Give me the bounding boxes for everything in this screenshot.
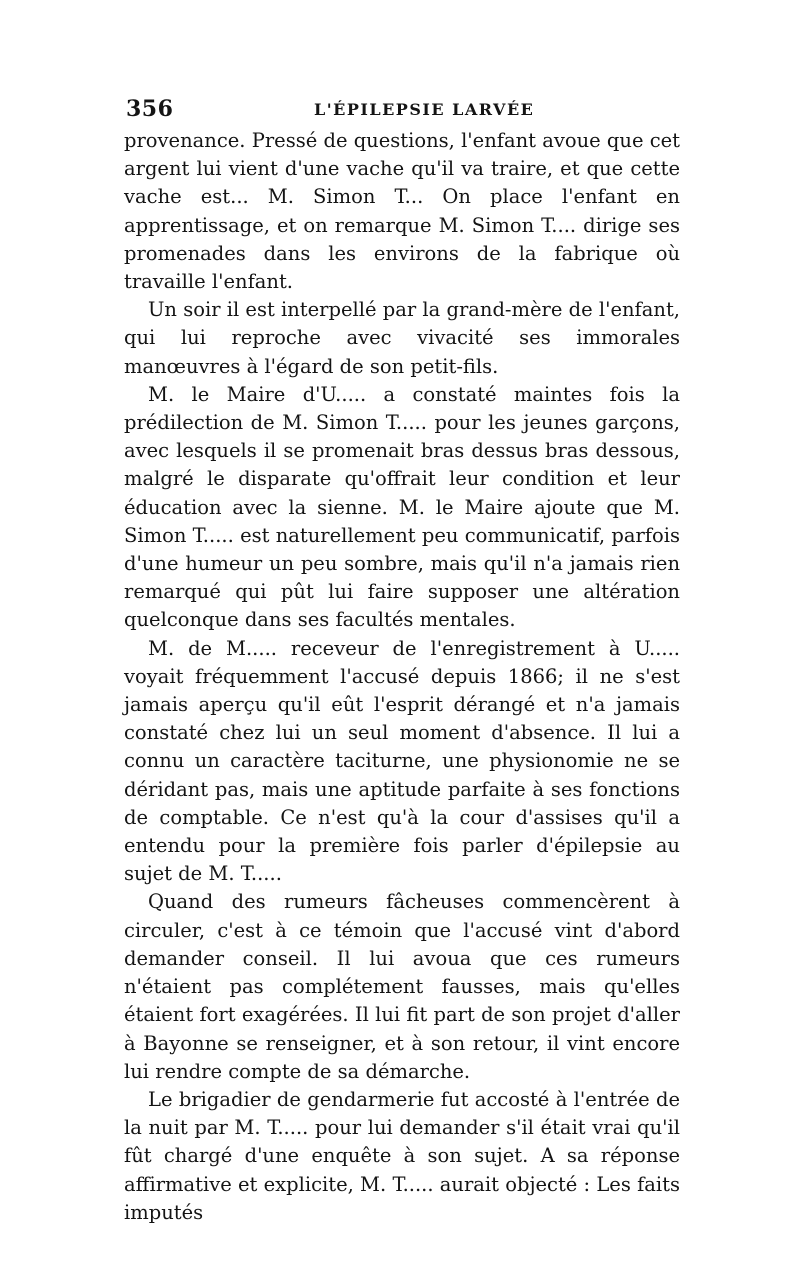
paragraph-continuation: provenance. Pressé de questions, l'enfant avoue que cet argent lui vient d'une vache qu'il va traire, et que cette vache est... M. Simon T... On place l'enfant en apprentissage, et on remarque M. Simon T.... dirige ses promenades dans les environs de la fabrique où travaille l'enfant.	[124, 129, 680, 294]
paragraph-receveur-testimony: M. de M..... receveur de l'enregistrement à U..... voyait fréquemment l'accusé depuis 1866; il ne s'est jamais aperçu qu'il eût l'esprit dérangé et n'a jamais constaté chez lui un seul moment d'absence. Il lui a connu un caractère taciturne, une physionomie ne se déridant pas, mais une aptitude parfaite à ses fonctions de comptable. Ce n'est qu'à la cour d'assises qu'il a entendu pour la première fois parler d'épilepsie au sujet de M. T.....	[124, 636, 680, 886]
paragraph-brigadier: Le brigadier de gendarmerie fut accosté à l'entrée de la nuit par M. T..... pour lui demander s'il était vrai qu'il fût chargé d'une enquête à son sujet. A sa réponse affirmative et explicite, M. T..... aurait objecté : Les faits imputés	[124, 1087, 680, 1224]
running-title: L'ÉPILEPSIE LARVÉE	[314, 100, 535, 119]
paragraph-rumeurs: Quand des rumeurs fâcheuses commencèrent à circuler, c'est à ce témoin que l'accusé vint d'abord demander conseil. Il lui avoua que ces rumeurs n'étaient pas complétement fausses, mais qu'elles étaient fort exagérées. Il lui fit part de son projet d'aller à Bayonne se renseigner, et à son retour, il vint encore lui rendre compte de sa démarche.	[124, 890, 680, 1083]
running-head	[124, 96, 680, 130]
body-text	[124, 127, 680, 1227]
paragraph-maire-testimony: M. le Maire d'U..... a constaté maintes fois la prédilection de M. Simon T..... pour les jeunes garçons, avec lesquels il se promenait bras dessus bras dessous, malgré le disparate qu'offrait leur condition et leur éducation avec la sienne. M. le Maire ajoute que M. Simon T..... est naturellement peu communicatif, parfois d'une humeur un peu sombre, mais qu'il n'a jamais rien remarqué qui pût lui faire supposer une altération quelconque dans ses facultés mentales.	[124, 382, 680, 632]
paragraph-grandmother: Un soir il est interpellé par la grand-mère de l'enfant, qui lui reproche avec vivacité ses immorales manœuvres à l'égard de son petit-fils.	[124, 298, 680, 378]
page-number: 356	[126, 96, 174, 122]
